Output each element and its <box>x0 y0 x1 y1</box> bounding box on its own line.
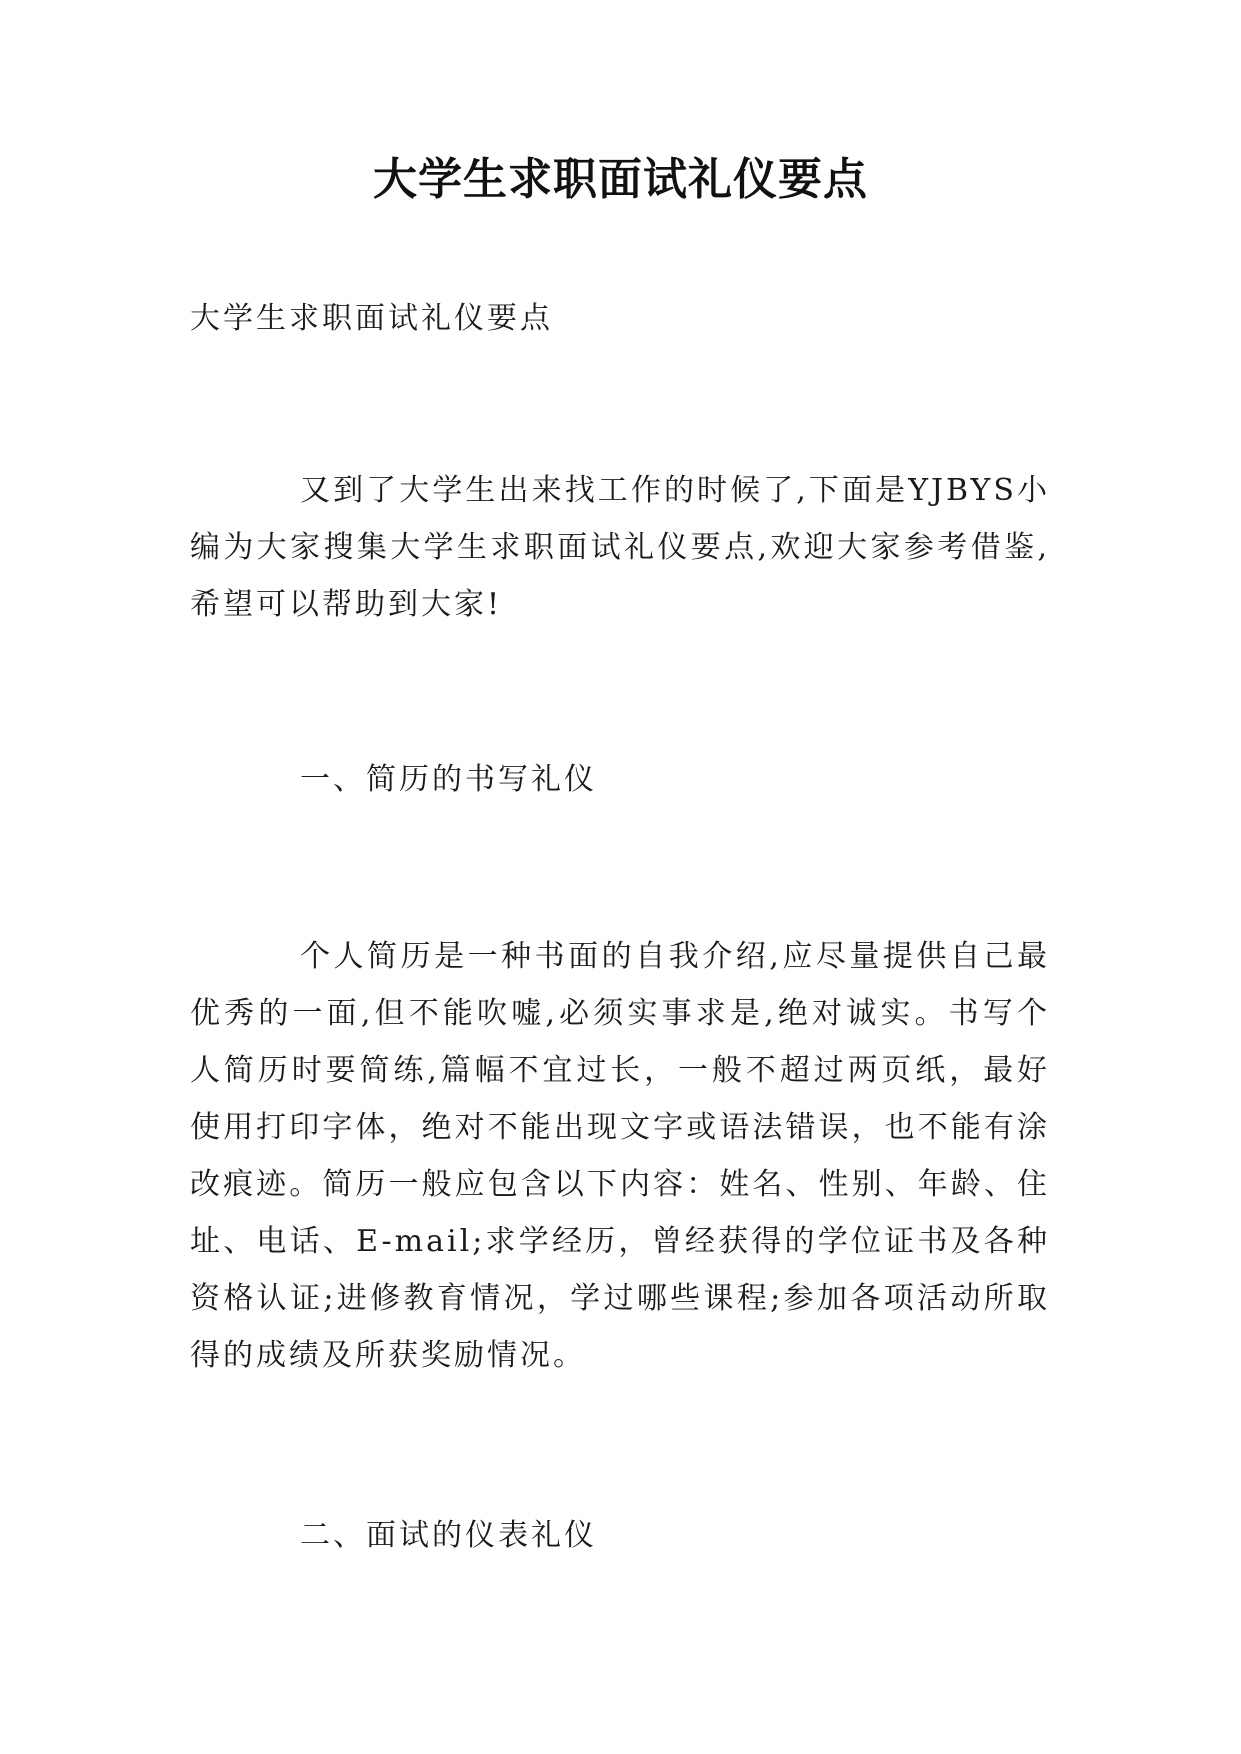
section-heading-resume: 一、简历的书写礼仪 <box>300 762 597 797</box>
document-subtitle: 大学生求职面试礼仪要点 <box>190 301 553 336</box>
section-heading-appearance: 二、面试的仪表礼仪 <box>300 1518 597 1553</box>
document-title: 大学生求职面试礼仪要点 <box>373 154 868 205</box>
resume-paragraph: 个人简历是一种书面的自我介绍,应尽量提供自己最优秀的一面,但不能吹嘘,必须实事求是,绝对诚实。书写个人简历时要简练,篇幅不宜过长，一般不超过两页纸，最好使用打印字体，绝对不能出现文字或语法错误，也不能有涂改痕迹。简历一般应包含以下内容：姓名、性别、年龄、住址、电话、E-mail;求学经历，曾经获得的学位证书及各种资格认证;进修教育情况，学过哪些课程;参加各项活动所取得的成绩及所获奖励情况。 <box>190 939 1050 1373</box>
intro-paragraph: 又到了大学生出来找工作的时候了,下面是YJBYS小编为大家搜集大学生求职面试礼仪要点,欢迎大家参考借鉴,希望可以帮助到大家! <box>190 473 1050 622</box>
